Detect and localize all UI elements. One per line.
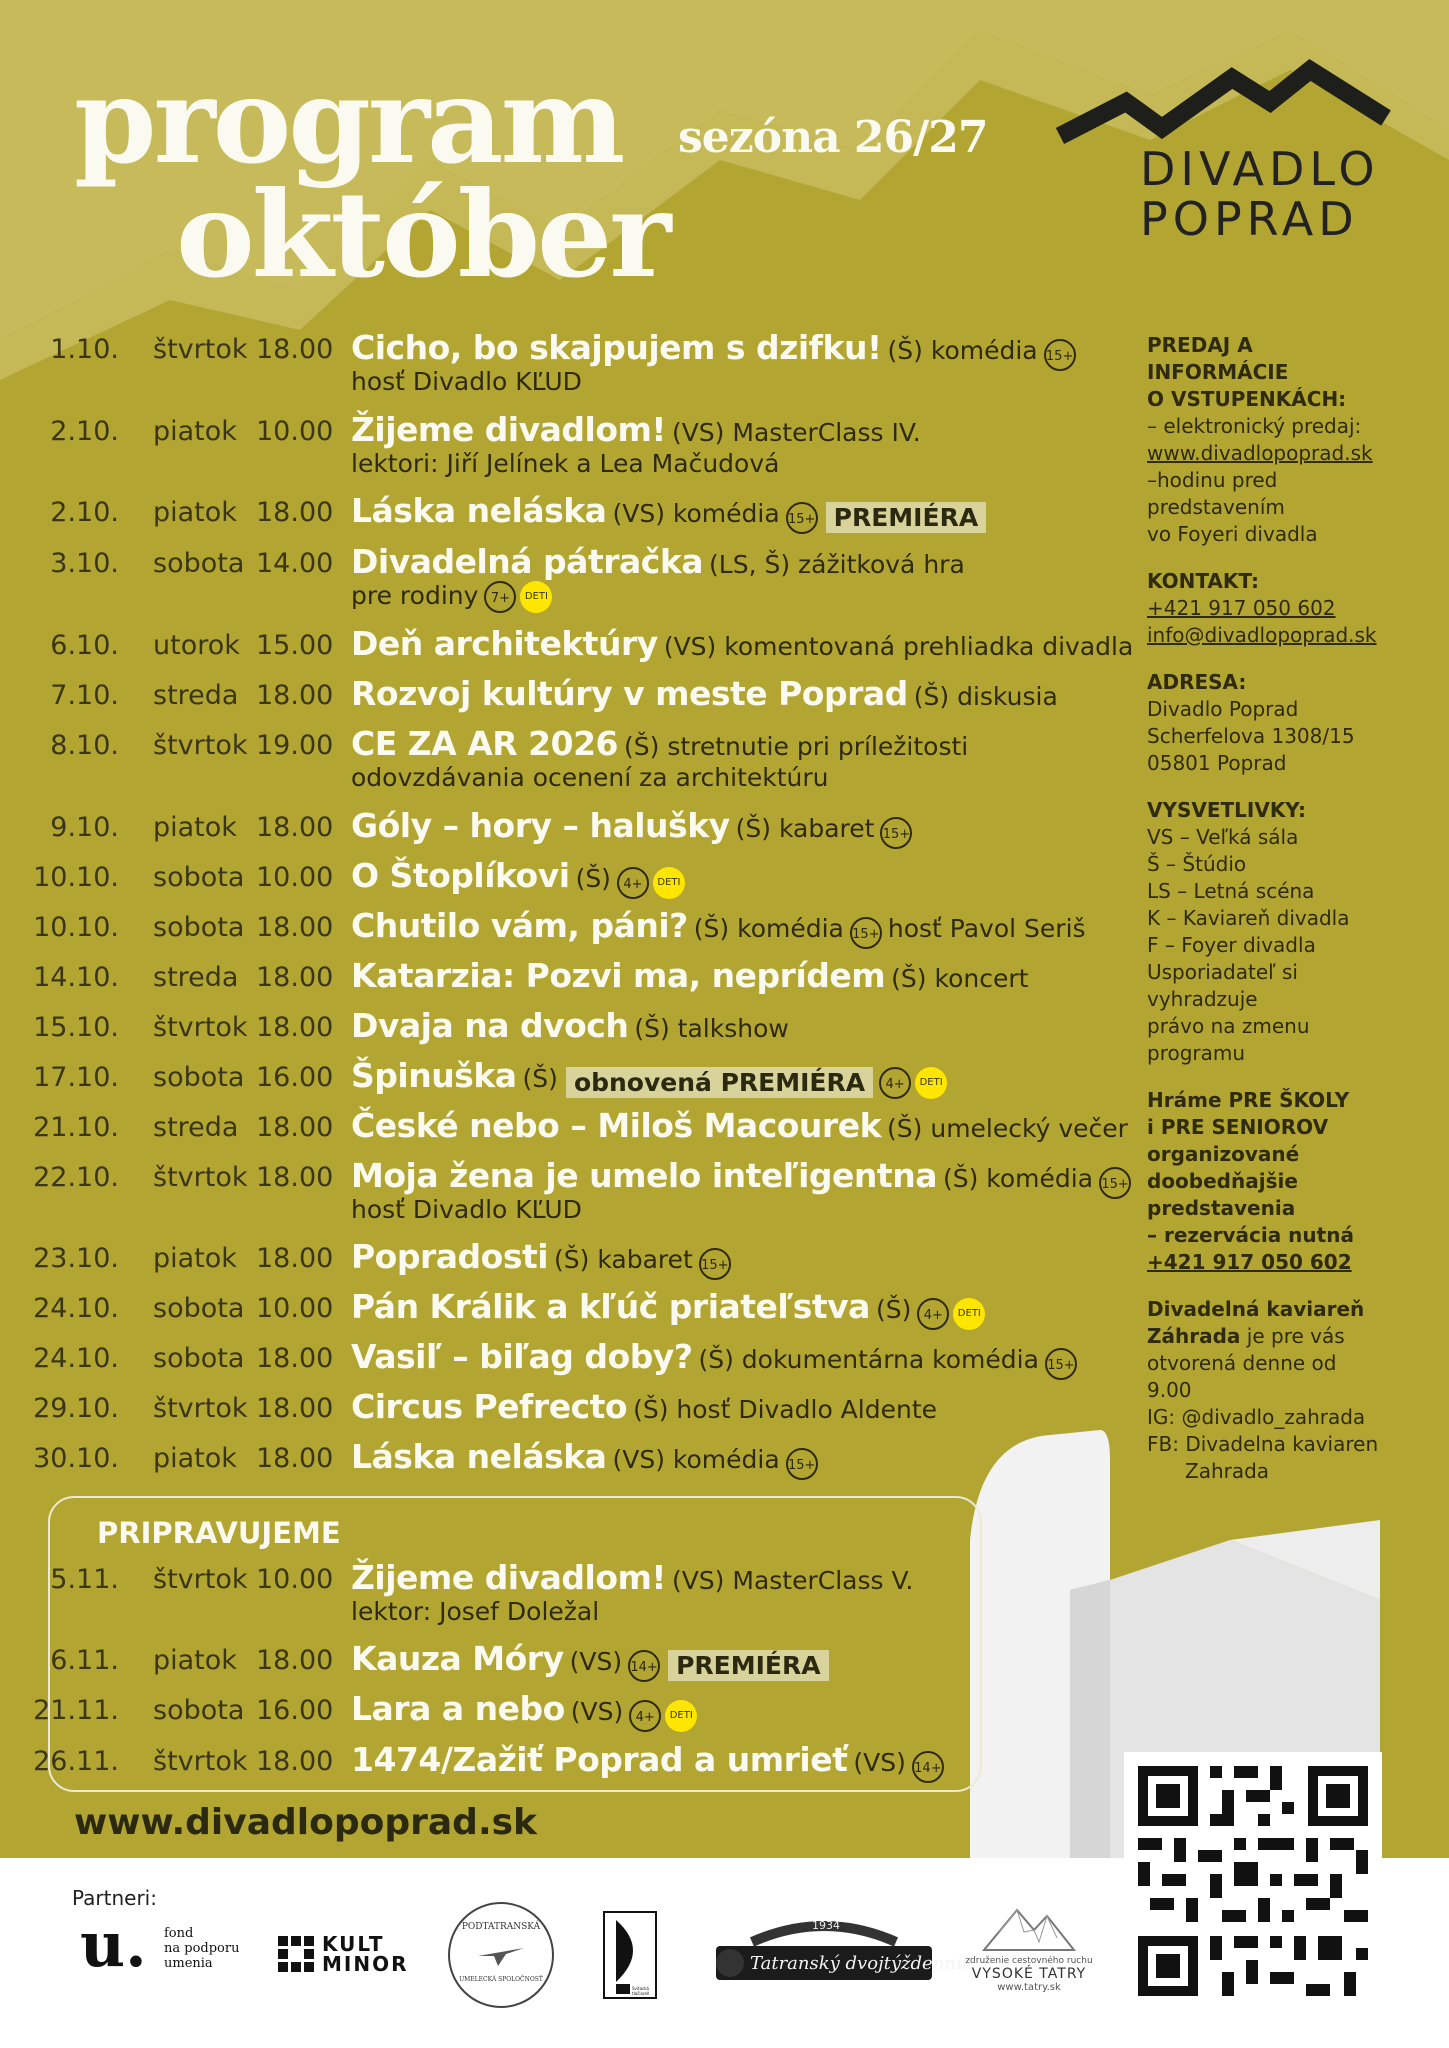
event-day: piatok — [153, 812, 237, 843]
event-row — [0, 410, 1120, 478]
schools-line: i PRE SENIOROV — [1147, 1115, 1329, 1139]
event-title: Lara a nebo — [351, 1689, 565, 1728]
event-date: 30.10. — [33, 1443, 119, 1474]
partner-text: fond — [164, 1926, 194, 1941]
website-url[interactable]: www.divadlopoprad.sk — [74, 1802, 537, 1843]
address-heading: ADRESA: — [1147, 670, 1247, 694]
event-title: Cicho, bo skajpujem s dzifku! — [351, 328, 882, 367]
event-extra: (VS) komédia — [612, 499, 780, 528]
event-time: 18.00 — [256, 1112, 334, 1143]
kids-badge: DETI — [520, 581, 552, 613]
kids-badge: DETI — [915, 1067, 947, 1099]
event-title: Kauza Móry — [351, 1639, 564, 1678]
schools-line: predstavenia — [1147, 1196, 1296, 1220]
event-date: 22.10. — [33, 1162, 119, 1193]
partner-text: Svitacká tlačiareň — [632, 1986, 650, 1996]
event-date: 9.10. — [50, 812, 119, 843]
event-date: 2.10. — [50, 497, 119, 528]
event-date: 8.10. — [50, 730, 119, 761]
event-extra: (Š) umelecký večer — [887, 1114, 1128, 1143]
event-extra: (VS) MasterClass V. — [671, 1566, 914, 1595]
mountains-icon — [979, 1902, 1079, 1952]
cafe-line: otvorená denne od 9.00 — [1147, 1351, 1337, 1402]
event-row — [0, 542, 1120, 610]
event-extra: (Š) stretnutie pri príležitosti — [624, 732, 969, 761]
partner-tatransky-logo — [712, 1916, 973, 1996]
partner-text: PODTATRANSKÁ — [461, 1922, 541, 1932]
event-day: piatok — [153, 1645, 237, 1676]
tickets-line: – elektronický predaj: — [1147, 414, 1362, 438]
age-rating-badge: 15+ — [1099, 1167, 1131, 1199]
event-time: 18.00 — [256, 962, 334, 993]
event-date: 21.10. — [33, 1112, 119, 1143]
event-day: sobota — [153, 548, 245, 579]
event-date: 29.10. — [33, 1393, 119, 1424]
event-time: 18.00 — [256, 1443, 334, 1474]
event-day: sobota — [153, 912, 245, 943]
tickets-link[interactable]: www.divadlopoprad.sk — [1147, 441, 1373, 465]
partner-pus-logo — [448, 1902, 554, 2008]
event-title: CE ZA AR 2026 — [351, 724, 618, 763]
qr-code[interactable] — [1124, 1752, 1382, 2010]
event-title: Circus Pefrecto — [351, 1387, 628, 1426]
partner-kultminor-logo — [276, 1934, 416, 1974]
age-rating-badge: 4+ — [879, 1067, 911, 1099]
address-line: 05801 Poprad — [1147, 751, 1287, 775]
event-day: štvrtok — [153, 334, 248, 365]
age-rating-badge: 15+ — [850, 917, 882, 949]
event-row — [0, 1740, 1120, 1806]
event-time: 16.00 — [256, 1695, 334, 1726]
tickets-heading: PREDAJ A INFORMÁCIE — [1147, 333, 1289, 384]
event-date: 3.10. — [50, 548, 119, 579]
event-date: 7.10. — [50, 680, 119, 711]
event-extra-guest: hosť Pavol Seriš — [887, 914, 1086, 943]
event-time: 18.00 — [256, 1343, 334, 1374]
contact-heading: KONTAKT: — [1147, 569, 1259, 593]
event-time: 18.00 — [256, 497, 334, 528]
event-date: 2.10. — [50, 416, 119, 447]
event-time: 18.00 — [256, 334, 334, 365]
age-rating-badge: 14+ — [628, 1650, 660, 1682]
age-rating-badge: 15+ — [786, 502, 818, 534]
cafe-line: Divadelná kaviareň — [1147, 1297, 1365, 1321]
event-subtitle: odovzdávania ocenení za architektúru — [351, 763, 829, 792]
event-time: 18.00 — [256, 1393, 334, 1424]
event-subtitle: lektor: Josef Doležal — [351, 1597, 600, 1626]
event-title: Góly – hory – halušky — [351, 806, 730, 845]
event-day: sobota — [153, 1293, 245, 1324]
schools-line: Hráme PRE ŠKOLY — [1147, 1088, 1350, 1112]
plane-icon — [476, 1938, 526, 1968]
event-extra: (VS) — [570, 1697, 624, 1726]
tickets-heading-2: O VSTUPENKÁCH: — [1147, 387, 1347, 411]
partner-text: VYSOKÉ TATRY — [971, 1966, 1087, 1982]
logo-text-poprad: POPRAD — [1140, 192, 1359, 246]
event-time: 18.00 — [256, 1746, 334, 1777]
legend-line: VS – Veľká sála — [1147, 825, 1299, 849]
partner-text: Tatranský dvojtýždenník — [750, 1953, 973, 1974]
event-subtitle: hosť Divadlo KĽUD — [351, 1195, 582, 1224]
event-day: sobota — [153, 1695, 245, 1726]
age-rating-badge: 7+ — [484, 581, 516, 613]
kids-badge: DETI — [653, 867, 685, 899]
event-row — [0, 1156, 1129, 1224]
event-title: Dvaja na dvoch — [351, 1006, 629, 1045]
schools-info — [1147, 1087, 1387, 1276]
event-day: štvrtok — [153, 1012, 248, 1043]
event-day: štvrtok — [153, 1564, 248, 1595]
event-date: 10.10. — [33, 862, 119, 893]
event-extra: (Š) komédia — [942, 1164, 1094, 1193]
partner-text: združenie cestovného ruchu — [965, 1956, 1093, 1966]
schools-phone[interactable]: +421 917 050 602 — [1147, 1250, 1352, 1274]
event-time: 18.00 — [256, 1162, 334, 1193]
event-time: 10.00 — [256, 862, 334, 893]
partner-text: UMELECKÁ SPOLOČNOSŤ — [459, 1976, 543, 1983]
event-time: 15.00 — [256, 630, 334, 661]
event-time: 18.00 — [256, 1243, 334, 1274]
partner-vysoketatry-logo — [964, 1902, 1094, 1998]
mountain-logo-icon — [1056, 58, 1396, 148]
cafe-facebook: FB: Divadelna kaviaren — [1147, 1432, 1379, 1456]
event-title: Láska neláska — [351, 1437, 607, 1476]
event-title: Moja žena je umelo inteľigentna — [351, 1156, 937, 1195]
cafe-name: Záhrada — [1147, 1324, 1241, 1348]
event-extra: (Š) — [875, 1295, 912, 1324]
event-day: piatok — [153, 1243, 237, 1274]
page-title-program: program — [74, 51, 623, 190]
event-time: 18.00 — [256, 680, 334, 711]
event-title: Pán Králik a kľúč priateľstva — [351, 1287, 870, 1326]
legend-line: Usporiadateľ si vyhradzuje — [1147, 960, 1298, 1011]
legend-info — [1147, 797, 1387, 1067]
contact-phone[interactable]: +421 917 050 602 — [1147, 596, 1336, 620]
partner-text: na podporu — [164, 1941, 240, 1956]
event-day: sobota — [153, 1062, 245, 1093]
contact-info — [1147, 568, 1387, 649]
event-time: 10.00 — [256, 1293, 334, 1324]
schools-line: doobedňajšie — [1147, 1169, 1298, 1193]
event-title: Žijeme divadlom! — [351, 1558, 666, 1597]
event-time: 19.00 — [256, 730, 334, 761]
age-rating-badge: 15+ — [880, 817, 912, 849]
event-day: piatok — [153, 497, 237, 528]
event-time: 18.00 — [256, 1645, 334, 1676]
event-subtitle: lektori: Jiří Jelínek a Lea Mačudová — [351, 449, 780, 478]
event-extra: (Š) kabaret — [735, 814, 875, 843]
event-title: Žijeme divadlom! — [351, 410, 666, 449]
event-extra: (VS) MasterClass IV. — [671, 418, 921, 447]
event-day: štvrtok — [153, 1746, 248, 1777]
event-row — [0, 724, 1120, 792]
event-extra: (Š) diskusia — [913, 682, 1058, 711]
upcoming-title: PRIPRAVUJEME — [97, 1516, 341, 1550]
event-day: streda — [153, 1112, 239, 1143]
legend-heading: VYSVETLIVKY: — [1147, 798, 1307, 822]
event-day: piatok — [153, 416, 237, 447]
age-rating-badge: 15+ — [786, 1448, 818, 1480]
event-title: Deň architektúry — [351, 624, 658, 663]
event-title: Rozvoj kultúry v meste Poprad — [351, 674, 908, 713]
partner-text: 1934 — [812, 1919, 840, 1932]
cafe-info — [1147, 1296, 1387, 1485]
kultminor-icon — [276, 1934, 316, 1974]
event-title: O Štoplíkovi — [351, 856, 570, 895]
event-date: 23.10. — [33, 1243, 119, 1274]
partner-text: www.tatry.sk — [997, 1982, 1061, 1993]
partner-text: KULT — [322, 1932, 385, 1956]
event-day: štvrtok — [153, 1393, 248, 1424]
season-label: sezóna 26/27 — [678, 112, 988, 163]
address-info — [1147, 669, 1387, 777]
event-row — [0, 1437, 1120, 1503]
event-time: 16.00 — [256, 1062, 334, 1093]
event-date: 14.10. — [33, 962, 119, 993]
cafe-line: Zahrada — [1185, 1459, 1270, 1483]
event-title: 1474/Zažiť Poprad a umrieť — [351, 1740, 848, 1779]
legend-line: LS – Letná scéna — [1147, 879, 1315, 903]
event-title: Divadelná pátračka — [351, 542, 704, 581]
schools-line: – rezervácia nutná — [1147, 1223, 1354, 1247]
event-title: Vasiľ – biľag doby? — [351, 1337, 693, 1376]
event-extra: (Š) talkshow — [634, 1014, 789, 1043]
address-line: Scherfelova 1308/15 — [1147, 724, 1355, 748]
legend-line: právo na zmenu programu — [1147, 1014, 1310, 1065]
event-extra: (VS) komentovaná prehliadka divadla — [663, 632, 1134, 661]
age-rating-badge: 4+ — [617, 867, 649, 899]
event-extra: (VS) — [853, 1748, 906, 1777]
event-date: 26.11. — [33, 1746, 119, 1777]
partner-text: umenia — [164, 1956, 213, 1971]
kids-badge: DETI — [953, 1298, 985, 1330]
event-time: 14.00 — [256, 548, 334, 579]
event-extra: (VS) — [569, 1647, 623, 1676]
event-title: České nebo – Miloš Macourek — [351, 1106, 882, 1145]
age-rating-badge: 4+ — [629, 1700, 661, 1732]
event-day: sobota — [153, 862, 245, 893]
event-extra: (Š) hosť Divadlo Aldente — [633, 1395, 938, 1424]
age-rating-badge: 14+ — [912, 1751, 944, 1783]
event-extra: (Š) komédia — [887, 336, 1038, 365]
premiere-badge: PREMIÉRA — [826, 502, 987, 533]
event-time: 10.00 — [256, 416, 334, 447]
legend-line: F – Foyer divadla — [1147, 933, 1316, 957]
event-date: 1.10. — [50, 334, 119, 365]
age-rating-badge: 15+ — [1045, 1348, 1077, 1380]
partner-tlaciaren-logo — [602, 1910, 658, 2000]
event-time: 18.00 — [256, 1012, 334, 1043]
cafe-line: je pre vás — [1240, 1324, 1345, 1348]
tickets-line: –hodinu pred — [1147, 468, 1278, 492]
event-date: 15.10. — [33, 1012, 119, 1043]
event-day: piatok — [153, 1443, 237, 1474]
event-day: utorok — [153, 630, 240, 661]
event-time: 18.00 — [256, 912, 334, 943]
event-extra: (Š) kabaret — [554, 1245, 693, 1274]
event-subtitle: hosť Divadlo KĽUD — [351, 367, 582, 396]
event-day: sobota — [153, 1343, 245, 1374]
event-extra: (Š) komédia — [693, 914, 844, 943]
age-rating-badge: 4+ — [917, 1298, 949, 1330]
partner-fpu-logo — [80, 1908, 240, 1981]
address-line: Divadlo Poprad — [1147, 697, 1299, 721]
tickets-line: vo Foyeri divadla — [1147, 522, 1318, 546]
kids-badge: DETI — [665, 1700, 697, 1732]
page-title-month: október — [176, 165, 669, 304]
event-title: Chutilo vám, páni? — [351, 906, 688, 945]
event-date: 6.11. — [50, 1645, 119, 1676]
event-date: 10.10. — [33, 912, 119, 943]
event-extra: (LS, Š) zážitková hra — [709, 550, 965, 579]
age-rating-badge: 15+ — [699, 1248, 731, 1280]
legend-line: K – Kaviareň divadla — [1147, 906, 1350, 930]
event-extra: (Š) — [575, 864, 611, 893]
event-extra: (Š) koncert — [891, 964, 1029, 993]
event-day: štvrtok — [153, 1162, 248, 1193]
tickets-line: predstavením — [1147, 495, 1285, 519]
info-sidebar — [1147, 332, 1387, 1505]
event-extra: (Š) — [522, 1064, 558, 1093]
partners-label: Partneri: — [72, 1886, 157, 1910]
event-date: 6.10. — [50, 630, 119, 661]
event-subtitle: pre rodiny — [351, 581, 479, 610]
legend-line: Š – Štúdio — [1147, 852, 1247, 876]
event-row — [0, 328, 1120, 396]
event-row — [0, 1558, 1120, 1626]
event-date: 24.10. — [33, 1343, 119, 1374]
contact-email[interactable]: info@divadlopoprad.sk — [1147, 623, 1377, 647]
event-time: 18.00 — [256, 812, 334, 843]
logo-text-divadlo: DIVADLO — [1140, 142, 1380, 196]
event-day: streda — [153, 680, 239, 711]
tickets-info — [1147, 332, 1387, 548]
fpu-u-icon: u. — [80, 1908, 147, 1981]
event-title: Láska neláska — [351, 491, 607, 530]
event-date: 24.10. — [33, 1293, 119, 1324]
schools-line: organizované — [1147, 1142, 1300, 1166]
age-rating-badge: 15+ — [1044, 339, 1076, 371]
event-date: 5.11. — [50, 1564, 119, 1595]
cafe-instagram: IG: @divadlo_zahrada — [1147, 1405, 1366, 1429]
event-title: Katarzia: Pozvi ma, neprídem — [351, 956, 886, 995]
event-day: streda — [153, 962, 239, 993]
event-extra: (Š) dokumentárna komédia — [698, 1345, 1039, 1374]
event-day: štvrtok — [153, 730, 248, 761]
event-extra: (VS) komédia — [612, 1445, 780, 1474]
premiere-badge: obnovená PREMIÉRA — [566, 1067, 873, 1098]
event-time: 10.00 — [256, 1564, 334, 1595]
event-title: Popradosti — [351, 1237, 549, 1276]
partner-text: MINOR — [322, 1952, 409, 1976]
premiere-badge: PREMIÉRA — [668, 1650, 829, 1681]
event-date: 17.10. — [33, 1062, 119, 1093]
event-title: Špinuška — [351, 1056, 517, 1095]
event-date: 21.11. — [33, 1695, 119, 1726]
